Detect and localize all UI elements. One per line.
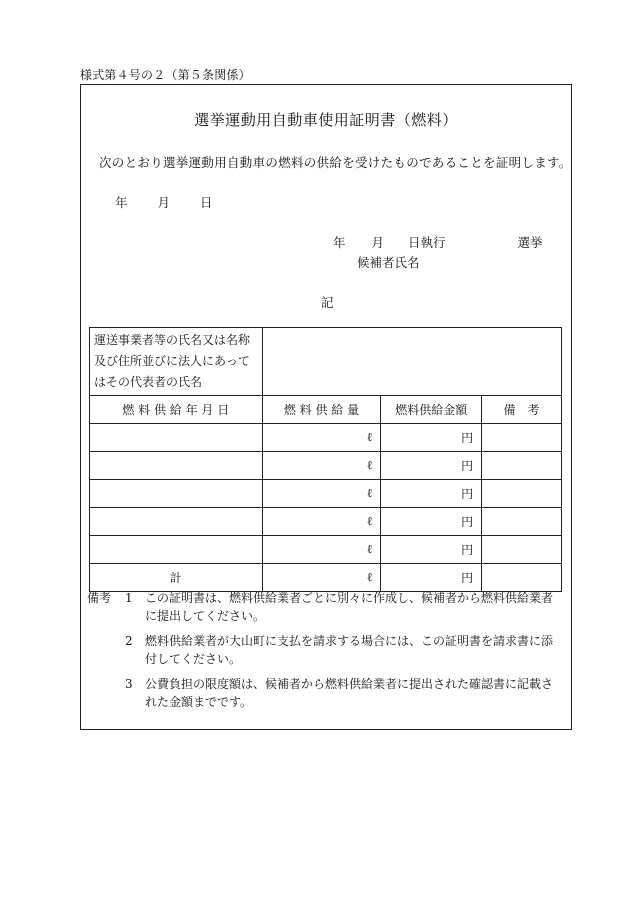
note-text: 公費負担の限度額は、候補者から燃料供給業者に提出された確認書に記載された金額までです。 bbox=[145, 677, 554, 709]
date-month-label: 月 bbox=[157, 195, 171, 210]
supplier-label-line: 及び住所並びに法人にあって bbox=[94, 354, 250, 368]
intro-text: 次のとおり選挙運動用自動車の燃料の供給を受けたものであることを証明します。 bbox=[99, 155, 572, 170]
note-item bbox=[87, 589, 563, 625]
election-day-label: 日執行 bbox=[408, 235, 446, 250]
amount-cell[interactable]: 円 bbox=[381, 508, 482, 536]
header-row bbox=[90, 396, 562, 424]
note-item bbox=[87, 632, 563, 668]
date-cell[interactable] bbox=[90, 508, 263, 536]
remarks-cell[interactable] bbox=[482, 452, 562, 480]
quantity-cell[interactable]: ℓ bbox=[262, 452, 381, 480]
header-supply-date: 燃 料 供 給 年 月 日 bbox=[90, 396, 263, 424]
candidate-name-label: 候補者氏名 bbox=[357, 255, 420, 270]
fuel-supply-table bbox=[89, 327, 562, 592]
supplier-label-cell bbox=[90, 328, 263, 396]
election-year-label: 年 bbox=[333, 235, 346, 250]
notes-section bbox=[87, 589, 563, 718]
date-cell[interactable] bbox=[90, 480, 263, 508]
remarks-cell[interactable] bbox=[482, 424, 562, 452]
date-cell[interactable] bbox=[90, 424, 263, 452]
header-supply-amount: 燃料供給金額 bbox=[381, 396, 482, 424]
amount-cell[interactable]: 円 bbox=[381, 536, 482, 564]
date-year-label: 年 bbox=[115, 195, 128, 210]
total-label: 計 bbox=[90, 564, 263, 592]
note-text: この証明書は、燃料供給業者ごとに別々に作成し、候補者から燃料供給業者に提出してください。 bbox=[145, 591, 554, 623]
note-number: 1 bbox=[125, 591, 133, 605]
election-month-label: 月 bbox=[371, 235, 385, 250]
supplier-label-line: はその代表者の氏名 bbox=[94, 375, 203, 389]
quantity-cell[interactable]: ℓ bbox=[262, 424, 381, 452]
quantity-cell[interactable]: ℓ bbox=[262, 536, 381, 564]
date-cell[interactable] bbox=[90, 536, 263, 564]
document-title: 選挙運動用自動車使用証明書（燃料） bbox=[194, 111, 458, 129]
note-text: 燃料供給業者が大山町に支払を請求する場合には、この証明書を請求書に添付してください。 bbox=[145, 634, 554, 666]
certification-date bbox=[115, 193, 213, 211]
form-number: 様式第４号の２（第５条関係） bbox=[80, 68, 251, 82]
supplier-label-line: 運送事業者等の氏名又は名称 bbox=[94, 333, 251, 347]
supplier-value-cell[interactable] bbox=[262, 328, 561, 396]
supplier-row bbox=[90, 328, 562, 396]
remarks-cell[interactable] bbox=[482, 536, 562, 564]
table-row bbox=[90, 424, 562, 452]
remarks-cell[interactable] bbox=[482, 480, 562, 508]
amount-cell[interactable]: 円 bbox=[381, 424, 482, 452]
date-day-label: 日 bbox=[200, 195, 213, 210]
ki-label: 記 bbox=[321, 295, 334, 310]
amount-cell[interactable]: 円 bbox=[381, 480, 482, 508]
table-row bbox=[90, 536, 562, 564]
note-number: 3 bbox=[125, 677, 133, 691]
note-item bbox=[87, 675, 563, 711]
quantity-cell[interactable]: ℓ bbox=[262, 480, 381, 508]
remarks-cell[interactable] bbox=[482, 508, 562, 536]
total-quantity-cell[interactable]: ℓ bbox=[262, 564, 381, 592]
election-line bbox=[333, 233, 543, 251]
total-remarks-cell[interactable] bbox=[482, 564, 562, 592]
total-row bbox=[90, 564, 562, 592]
header-supply-quantity: 燃 料 供 給 量 bbox=[262, 396, 381, 424]
quantity-cell[interactable]: ℓ bbox=[262, 508, 381, 536]
table-row bbox=[90, 480, 562, 508]
election-label: 選挙 bbox=[517, 235, 543, 250]
total-amount-cell[interactable]: 円 bbox=[381, 564, 482, 592]
certificate-frame bbox=[80, 84, 572, 730]
amount-cell[interactable]: 円 bbox=[381, 452, 482, 480]
note-number: 2 bbox=[125, 634, 133, 648]
table-row bbox=[90, 452, 562, 480]
header-remarks: 備 考 bbox=[482, 396, 562, 424]
notes-heading: 備考 bbox=[87, 591, 112, 605]
table-row bbox=[90, 508, 562, 536]
date-cell[interactable] bbox=[90, 452, 263, 480]
